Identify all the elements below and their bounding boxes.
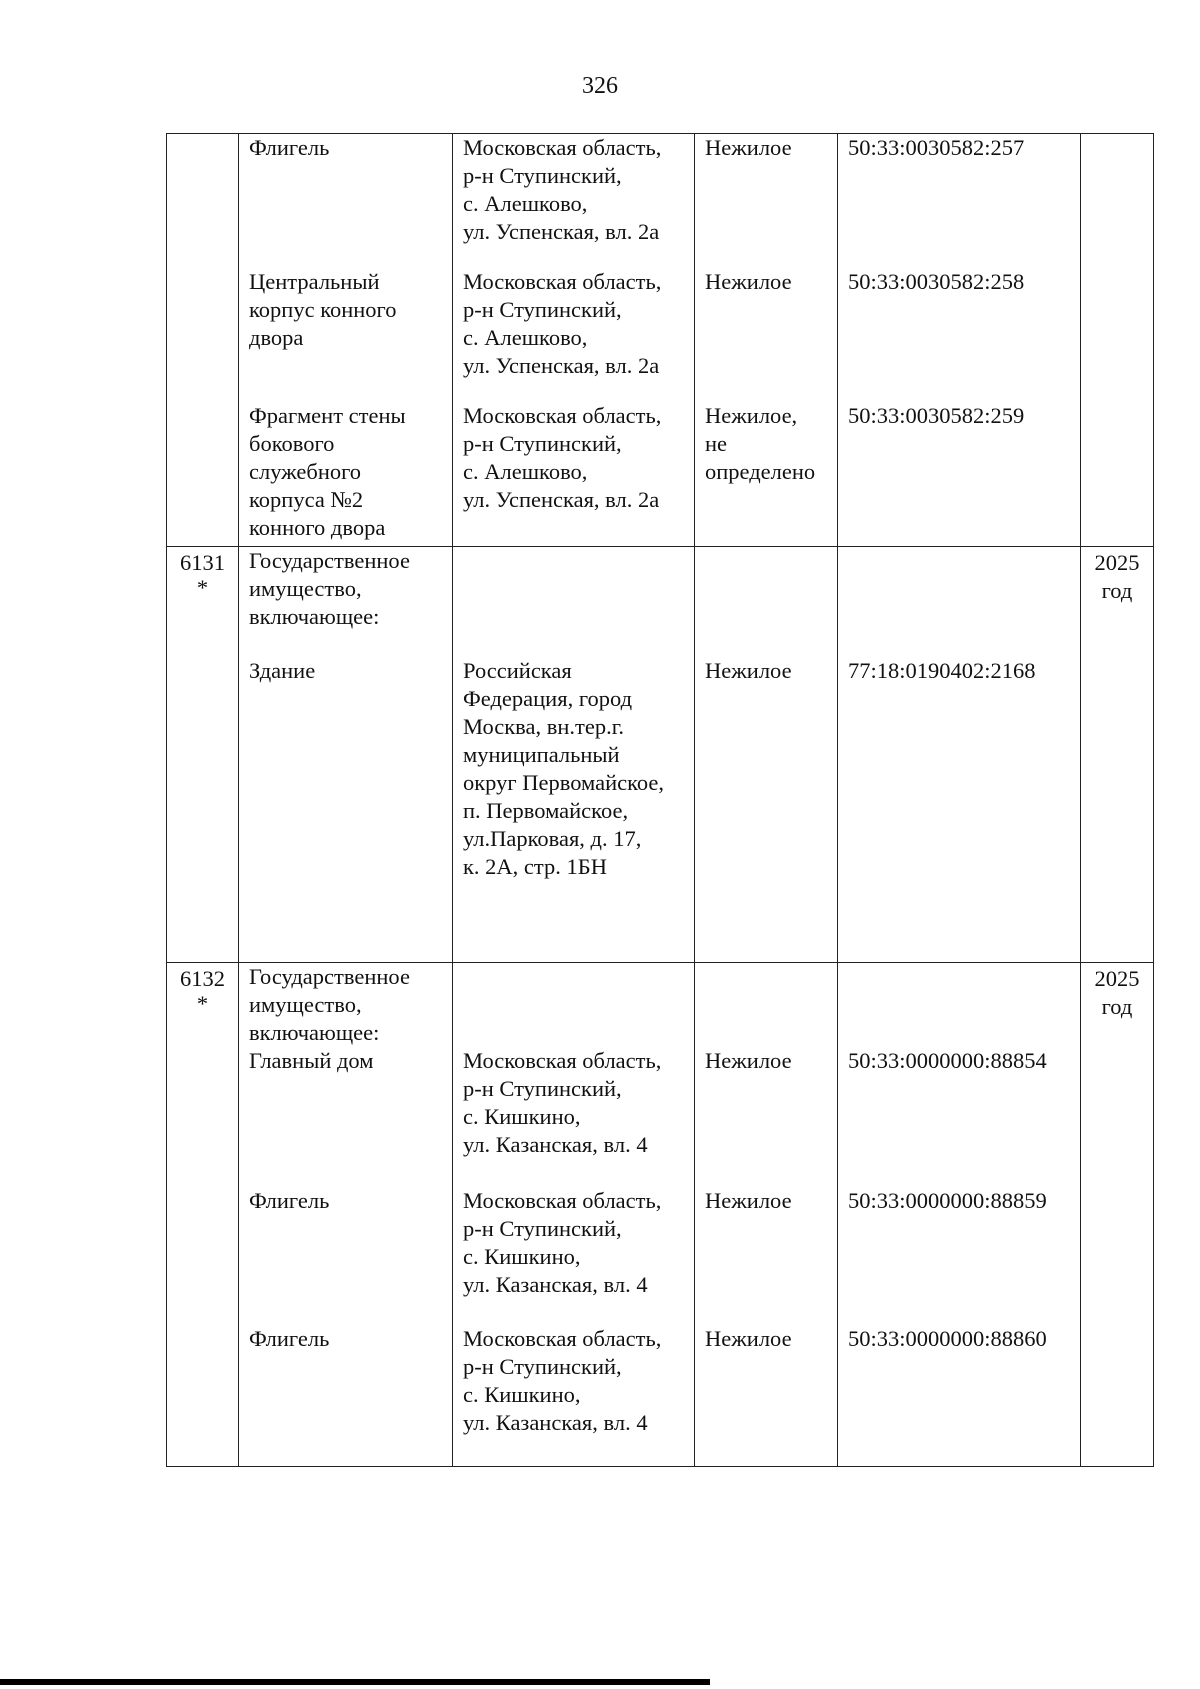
text-line: ул. Казанская, вл. 4 [463, 1410, 648, 1435]
purpose-cell [695, 963, 838, 1467]
cadastral-number: 50:33:0030582:259 [848, 403, 1025, 428]
text-line: Российская [463, 658, 572, 683]
row-number: 6132 [180, 966, 225, 991]
text-line: ул. Успенская, вл. 2а [463, 353, 660, 378]
item-block [695, 657, 837, 962]
cadastral-number: 77:18:0190402:2168 [848, 658, 1036, 683]
row-number-cell [167, 963, 239, 1467]
item-block [239, 268, 452, 402]
text-line: р-н Ступинский, [463, 1076, 622, 1101]
text-line: Центральный [249, 269, 380, 294]
text-line: п. Первомайское, [463, 798, 629, 823]
row-number: 6131 [180, 550, 225, 575]
text-line: Московская область, [463, 1048, 662, 1073]
group-header-block [239, 547, 452, 657]
text-line: Нежилое [705, 1048, 792, 1073]
cadastral-number: 50:33:0000000:88859 [848, 1188, 1047, 1213]
cadastral-number: 50:33:0030582:258 [848, 269, 1025, 294]
item-block [453, 657, 694, 962]
item-block [838, 134, 1080, 268]
text-line: Московская область, [463, 1188, 662, 1213]
group-header-block [695, 547, 837, 657]
text-line: ул.Парковая, д. 17, [463, 826, 642, 851]
item-block [453, 1047, 694, 1187]
text-line: Московская область, [463, 269, 662, 294]
row-number-cell [167, 547, 239, 963]
text-line: Здание [249, 658, 316, 683]
text-line: Москва, вн.тер.г. [463, 714, 625, 739]
object-name-cell [239, 547, 453, 963]
text-line: двора [249, 325, 304, 350]
scan-bottom-edge [0, 1679, 710, 1685]
object-name-cell [239, 963, 453, 1467]
table-row [167, 134, 1154, 547]
text-line: р-н Ступинский, [463, 1354, 622, 1379]
text-line: имущество, [249, 992, 362, 1017]
text-line: Главный дом [249, 1048, 374, 1073]
text-line: с. Кишкино, [463, 1244, 581, 1269]
purpose-cell [695, 547, 838, 963]
year-cell [1081, 134, 1154, 547]
text-line: ул. Казанская, вл. 4 [463, 1132, 648, 1157]
property-table-body [167, 134, 1154, 1467]
text-line: Нежилое [705, 1326, 792, 1351]
text-line: 2025 [1094, 550, 1140, 575]
row-number-cell [167, 134, 239, 547]
group-header-block [838, 547, 1080, 657]
text-line: с. Алешково, [463, 459, 588, 484]
text-line: ул. Казанская, вл. 4 [463, 1272, 648, 1297]
text-line: корпус конного [249, 297, 397, 322]
row-number-asterisk: * [196, 991, 209, 1016]
text-line: ул. Успенская, вл. 2а [463, 219, 660, 244]
item-block [695, 134, 837, 268]
text-line: р-н Ступинский, [463, 431, 622, 456]
purpose-cell [695, 134, 838, 547]
text-line: Государственное [249, 964, 410, 989]
page-number: 326 [582, 73, 618, 99]
text-line: муниципальный [463, 742, 620, 767]
item-block [695, 268, 837, 402]
text-line: с. Алешково, [463, 191, 588, 216]
cadastral-number-cell [838, 963, 1081, 1467]
table-row [167, 963, 1154, 1467]
item-block [838, 1187, 1080, 1325]
item-block [838, 1325, 1080, 1466]
item-block [695, 402, 837, 546]
cadastral-number-cell [838, 134, 1081, 547]
text-line: Нежилое, [705, 403, 798, 428]
item-block [239, 1187, 452, 1325]
text-line: имущество, [249, 576, 362, 601]
group-header-block [453, 547, 694, 657]
group-header-block [239, 963, 452, 1047]
item-block [239, 1047, 452, 1187]
year-cell [1081, 547, 1154, 963]
item-block [453, 402, 694, 546]
text-line: включающее: [249, 604, 380, 629]
text-line: ул. Успенская, вл. 2а [463, 487, 660, 512]
object-name-cell [239, 134, 453, 547]
group-header-block [838, 963, 1080, 1047]
text-line: служебного [249, 459, 362, 484]
text-line: округ Первомайское, [463, 770, 665, 795]
text-line: с. Алешково, [463, 325, 588, 350]
cadastral-number: 50:33:0000000:88860 [848, 1326, 1047, 1351]
year-cell [1081, 963, 1154, 1467]
address-cell [453, 963, 695, 1467]
text-line: не [705, 431, 728, 456]
text-line: включающее: [249, 1020, 380, 1045]
text-line: с. Кишкино, [463, 1382, 581, 1407]
text-line: Фрагмент стены [249, 403, 406, 428]
address-cell [453, 547, 695, 963]
text-line: Нежилое [705, 658, 792, 683]
group-header-block [453, 963, 694, 1047]
item-block [453, 268, 694, 402]
item-block [838, 402, 1080, 546]
item-block [453, 1325, 694, 1466]
cadastral-number: 50:33:0000000:88854 [848, 1048, 1047, 1073]
text-line: Московская область, [463, 403, 662, 428]
row-number-asterisk: * [196, 575, 209, 600]
cadastral-number-cell [838, 547, 1081, 963]
address-cell [453, 134, 695, 547]
text-line: Московская область, [463, 1326, 662, 1351]
text-line: определено [705, 459, 816, 484]
text-line: год [1101, 994, 1133, 1019]
text-line: год [1101, 578, 1133, 603]
text-line: Флигель [249, 1188, 330, 1213]
text-line: к. 2А, стр. 1БН [463, 854, 607, 879]
group-header-block [695, 963, 837, 1047]
item-block [838, 268, 1080, 402]
item-block [453, 134, 694, 268]
item-block [838, 657, 1080, 962]
item-block [239, 134, 452, 268]
item-block [838, 1047, 1080, 1187]
cadastral-number: 50:33:0030582:257 [848, 135, 1025, 160]
text-line: конного двора [249, 515, 386, 540]
text-line: р-н Ступинский, [463, 163, 622, 188]
text-line: Флигель [249, 1326, 330, 1351]
text-line: р-н Ступинский, [463, 297, 622, 322]
item-block [695, 1187, 837, 1325]
text-line: корпуса №2 [249, 487, 364, 512]
table-row [167, 547, 1154, 963]
text-line: бокового [249, 431, 335, 456]
item-block [453, 1187, 694, 1325]
text-line: Государственное [249, 548, 410, 573]
text-line: Нежилое [705, 269, 792, 294]
text-line: с. Кишкино, [463, 1104, 581, 1129]
text-line: Московская область, [463, 135, 662, 160]
text-line: Нежилое [705, 1188, 792, 1213]
item-block [695, 1047, 837, 1187]
item-block [695, 1325, 837, 1466]
text-line: 2025 [1094, 966, 1140, 991]
property-table [166, 133, 1154, 1467]
text-line: Нежилое [705, 135, 792, 160]
item-block [239, 657, 452, 962]
text-line: Флигель [249, 135, 330, 160]
text-line: р-н Ступинский, [463, 1216, 622, 1241]
item-block [239, 1325, 452, 1466]
item-block [239, 402, 452, 546]
text-line: Федерация, город [463, 686, 633, 711]
